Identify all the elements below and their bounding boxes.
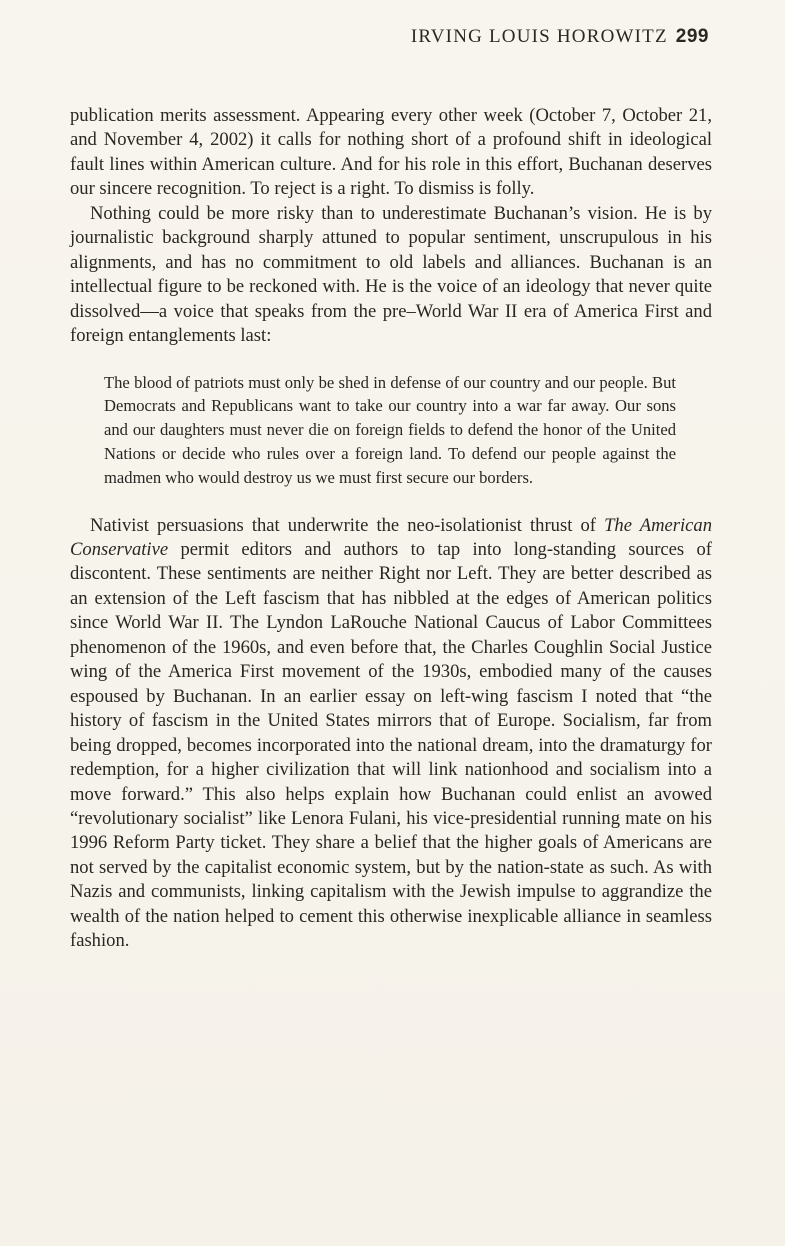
block-quote: The blood of patriots must only be shed in defense of our country and our people. But Democrats and Republicans want to take our country into a war far away. Our sons and our daughters must never die on foreign fields to defend the honor of the United Nations or decide who rules over a foreign land. To defend our people against the madmen who would destroy us we must first secure our borders.	[104, 372, 676, 487]
page-number: 299	[675, 26, 709, 47]
paragraph-1: publication merits assessment. Appearing every other week (October 7, October 21, and November 4, 2002) it calls for nothing short of a profound shift in ideological fault lines within American culture. And for his role in this effort, Buchanan deserves our sincere recognition. To reject is a right. To dismiss is folly.	[70, 105, 712, 200]
paragraph-3-text-start: Nativist persuasions that underwrite the neo-isolationist thrust of	[90, 514, 605, 536]
paragraph-2: Nothing could be more risky than to underestimate Buchanan’s vision. He is by journalistic background sharply attuned to popular sentiment, unscrupulous in his alignments, and has no commitment to old labels and alliances. Buchanan is an intellectual figure to be reckoned with. He is the voice of an ideology that never quite dissolved—a voice that speaks from the pre–World War II era of America First and foreign entanglements last:	[70, 202, 712, 347]
paragraph-3-text-rest: permit editors and authors to tap into long-standing sources of discontent. These sentiments are neither Right nor Left. They are better described as an extension of the Left fascism that has nibbled at the edges of American politics since World War II. The Lyndon LaRouche National Caucus of Labor Committees phenomenon of the 1960s, and even before that, the Charles Coughlin Social Justice wing of the America First movement of the 1930s, embodied many of the causes espoused by Buchanan. In an earlier essay on left-wing fascism I noted that “the history of fascism in the United States mirrors that of Europe. Socialism, far from being dropped, becomes incorporated into the national dream, into the dramaturgy for redemption, for a higher civilization that will link nationhood and socialism into a move forward.” This also helps explain how Buchanan could enlist an avowed “revolutionary socialist” like Lenora Fulani, his vice-presidential running mate on his 1996 Reform Party ticket. They share a belief that the higher goals of Americans are not served by the capitalist economic system, but by the nation-state as such. As with Nazis and communists, linking capitalism with the Jewish impulse to aggrandize the wealth of the nation helped to cement this otherwise inexplicable alliance in seamless fashion.	[70, 538, 712, 952]
running-head-author: IRVING LOUIS HOROWITZ	[410, 26, 668, 47]
paragraph-3	[70, 514, 712, 954]
running-head	[411, 26, 709, 48]
journal-title-italic: The American Conservative	[70, 514, 713, 560]
body-text	[70, 104, 712, 954]
